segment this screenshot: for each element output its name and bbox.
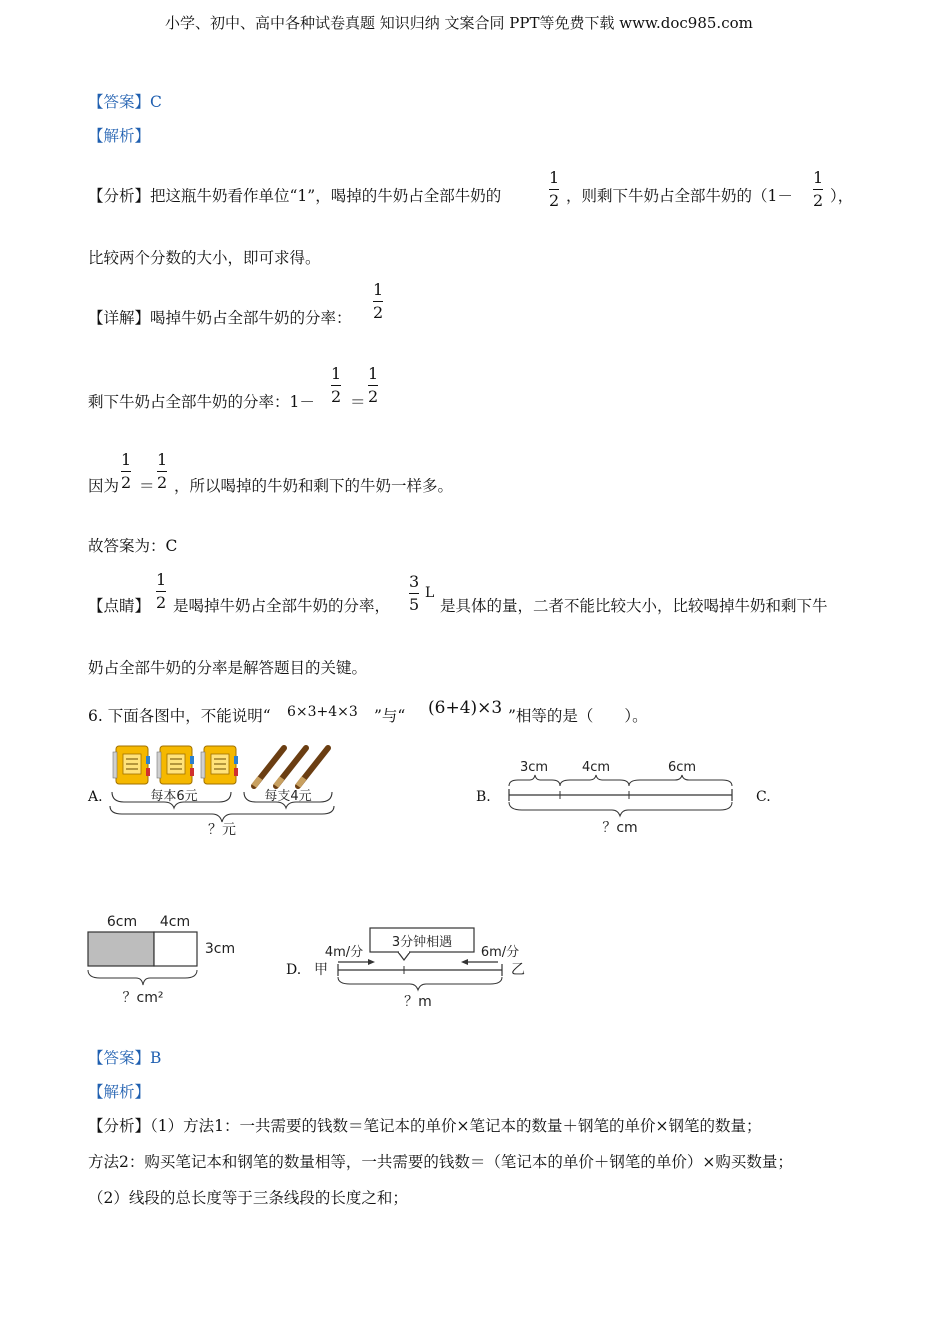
q6-fenxi-line2: 方法2：购买笔记本和钢笔的数量相等，一共需要的钱数＝（笔记本的单价＋钢笔的单价）×购买数量； [88, 1153, 793, 1171]
c-shaded-rect [88, 932, 154, 966]
q6-expression-2: (6+4)×3 [428, 698, 503, 718]
b-total: ？cm [602, 820, 638, 836]
dianjing-line2: 奶占全部牛奶的分率是解答题目的关键。 [88, 659, 368, 677]
option-b-figure [500, 756, 745, 836]
b-segment-1: 3cm [519, 760, 549, 775]
d-left-speed: 4m/分 [324, 945, 364, 960]
b-segment-3: 6cm [667, 760, 697, 775]
q6-stem-b: ”与“ [374, 707, 406, 725]
analysis-label: 【解析】 [88, 127, 151, 145]
d-total: ？m [404, 994, 432, 1010]
final-answer: 故答案为：C [88, 537, 178, 555]
fraction-half: $\frac{1}{2}$ [157, 450, 168, 492]
q6-stem-a: 6. 下面各图中，不能说明“ [88, 707, 271, 725]
fenxi-text-c: ）， [830, 187, 854, 205]
q6-expression-1: 6×3+4×3 [287, 704, 358, 720]
fenxi-text-b: ，则剩下牛奶占全部牛奶的（1－ [566, 187, 793, 205]
b-segment-2: 4cm [581, 760, 611, 775]
notebook-icon [157, 746, 194, 784]
option-d-figure [306, 926, 532, 1010]
option-b-label: B. [476, 789, 491, 805]
unit-liter: L [425, 585, 435, 601]
a-notebook-price: 每本6元 [150, 789, 198, 804]
dianjing-text-c: 是具体的量，二者不能比较大小，比较喝掉牛奶和剩下牛 [440, 597, 828, 615]
because-text-a: 因为 [88, 477, 120, 495]
d-right-speed: 6m/分 [480, 945, 520, 960]
equals-sign: ＝ [139, 477, 155, 495]
c-white-rect [154, 932, 197, 966]
q6-answer-label: 【答案】B [88, 1049, 162, 1067]
a-total: ？元 [208, 822, 236, 838]
d-left-party: 甲 [314, 962, 328, 978]
remain-text: 剩下牛奶占全部牛奶的分率：1－ [88, 393, 315, 411]
answer-label: 【答案】C [88, 93, 162, 111]
dianjing-text-b: 是喝掉牛奶占全部牛奶的分率， [173, 597, 391, 615]
q6-stem-c: ”相等的是（ ）。 [508, 707, 648, 725]
option-a-label: A. [88, 789, 103, 805]
c-width-2: 4cm [159, 914, 191, 930]
notebook-icon [201, 746, 238, 784]
option-a-figure [104, 742, 344, 838]
fenxi-text-a: 【分析】把这瓶牛奶看作单位“1”，喝掉的牛奶占全部牛奶的 [88, 187, 502, 205]
fraction-half: $\frac{1}{2}$ [549, 168, 560, 210]
d-meet-label: 3分钟相遇 [391, 935, 453, 950]
fraction-half: $\frac{1}{2}$ [813, 168, 824, 210]
option-d-label: D. [286, 962, 302, 978]
fraction-half: $\frac{1}{2}$ [368, 364, 379, 406]
fraction-half: $\frac{1}{2}$ [121, 450, 132, 492]
fraction-half: $\frac{1}{2}$ [331, 364, 342, 406]
dianjing-text-a: 【点睛】 [88, 597, 151, 615]
notebook-icon [113, 746, 150, 784]
page-header: 小学、初中、高中各种试卷真题 知识归纳 文案合同 PPT等免费下载 www.doc985.com [165, 14, 753, 32]
option-c-label: C. [756, 789, 771, 805]
q6-fenxi-line3: （2）线段的总长度等于三条线段的长度之和； [88, 1189, 408, 1207]
fenxi-line2: 比较两个分数的大小，即可求得。 [88, 249, 321, 267]
a-pen-price: 每支4元 [264, 789, 312, 804]
c-height: 3cm [204, 941, 236, 957]
option-c-figure [80, 908, 250, 1010]
xiangjie-text: 【详解】喝掉牛奶占全部牛奶的分率： [88, 309, 352, 327]
q6-fenxi-line1: 【分析】（1）方法1：一共需要的钱数＝笔记本的单价×笔记本的数量＋钢笔的单价×钢笔的数量； [88, 1117, 762, 1135]
fraction-three-fifths: $\frac{3}{5}$ [409, 572, 420, 614]
fraction-half: $\frac{1}{2}$ [156, 570, 167, 612]
d-right-party: 乙 [511, 962, 525, 978]
because-text-b: ，所以喝掉的牛奶和剩下的牛奶一样多。 [174, 477, 454, 495]
c-width-1: 6cm [106, 914, 138, 930]
q6-analysis-label: 【解析】 [88, 1083, 151, 1101]
fraction-half: $\frac{1}{2}$ [373, 280, 384, 322]
c-total: ？cm² [122, 990, 164, 1006]
equals-sign: ＝ [350, 393, 366, 411]
